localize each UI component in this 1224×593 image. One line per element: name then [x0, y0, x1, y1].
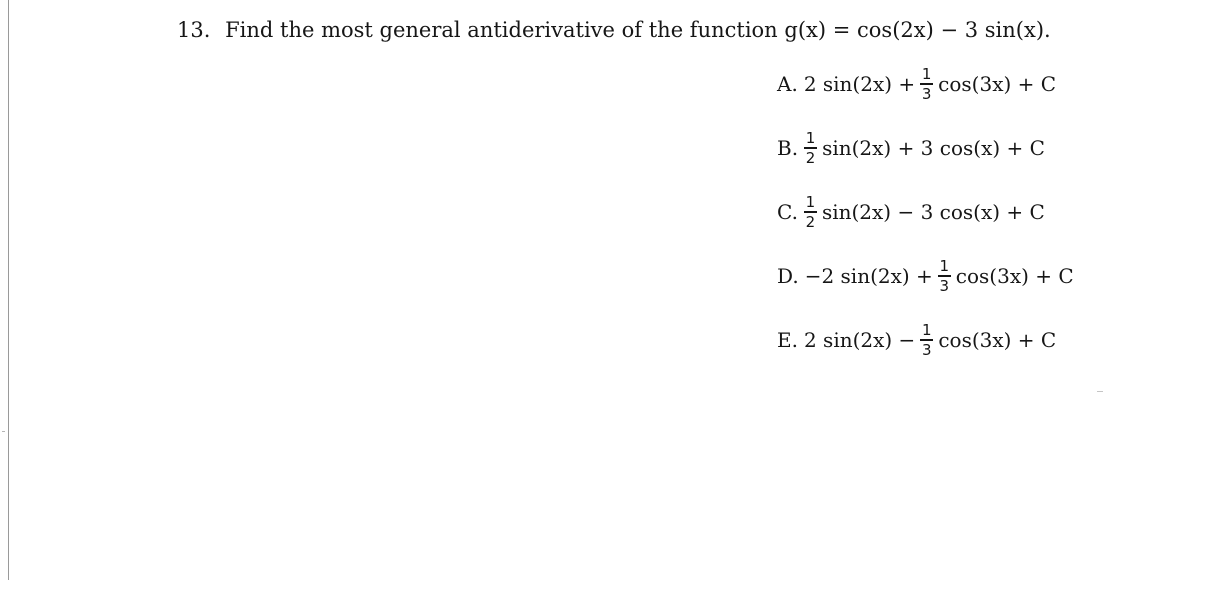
scan-mark [1097, 391, 1103, 392]
question-number: 13. [177, 18, 211, 42]
fraction-numerator: 1 [805, 193, 816, 212]
choice-d[interactable] [777, 244, 1074, 308]
choice-letter: B. [777, 136, 799, 160]
scan-mark [2, 431, 5, 432]
fraction [804, 194, 817, 230]
fraction-numerator: 1 [939, 257, 950, 276]
expression-part: cos(3x) + C [955, 264, 1074, 288]
fraction-numerator: 1 [921, 65, 932, 84]
choice-letter: C. [777, 200, 798, 224]
expression-part: −2 sin(2x) + [804, 264, 933, 288]
fraction-numerator: 1 [805, 129, 816, 148]
fraction-denominator: 3 [922, 340, 932, 359]
fraction [938, 258, 951, 294]
fraction [804, 130, 817, 166]
expression-part: sin(2x) + 3 cos(x) + C [822, 136, 1045, 160]
fraction-denominator: 3 [921, 84, 932, 103]
choice-letter: D. [777, 264, 799, 288]
expression-part: cos(3x) + C [938, 72, 1057, 96]
fraction-denominator: 3 [939, 276, 950, 295]
choice-expression [804, 66, 1056, 102]
choice-expression [804, 194, 1045, 230]
choice-expression [804, 322, 1056, 358]
fraction-denominator: 2 [805, 212, 816, 231]
expression-part: cos(3x) + C [938, 328, 1057, 352]
fraction-denominator: 2 [805, 148, 816, 167]
question-text: Find the most general antiderivative of the function [225, 18, 778, 42]
choice-letter: E. [777, 328, 798, 352]
expression-part: 2 sin(2x) − [803, 328, 916, 352]
question-function: g(x) = cos(2x) − 3 sin(x). [784, 18, 1051, 42]
choice-e[interactable] [777, 308, 1074, 372]
answer-choices [777, 52, 1074, 372]
choice-a[interactable] [777, 52, 1074, 116]
page-edge-line [8, 0, 9, 580]
fraction-numerator: 1 [922, 321, 932, 340]
choice-letter: A. [777, 72, 798, 96]
choice-c[interactable] [777, 180, 1074, 244]
question-statement [177, 14, 1051, 46]
expression-part: 2 sin(2x) + [803, 72, 916, 96]
choice-b[interactable] [777, 116, 1074, 180]
fraction [920, 66, 933, 102]
expression-part: sin(2x) − 3 cos(x) + C [821, 200, 1045, 224]
choice-expression [804, 130, 1045, 166]
choice-expression [805, 258, 1074, 294]
fraction [920, 322, 933, 358]
